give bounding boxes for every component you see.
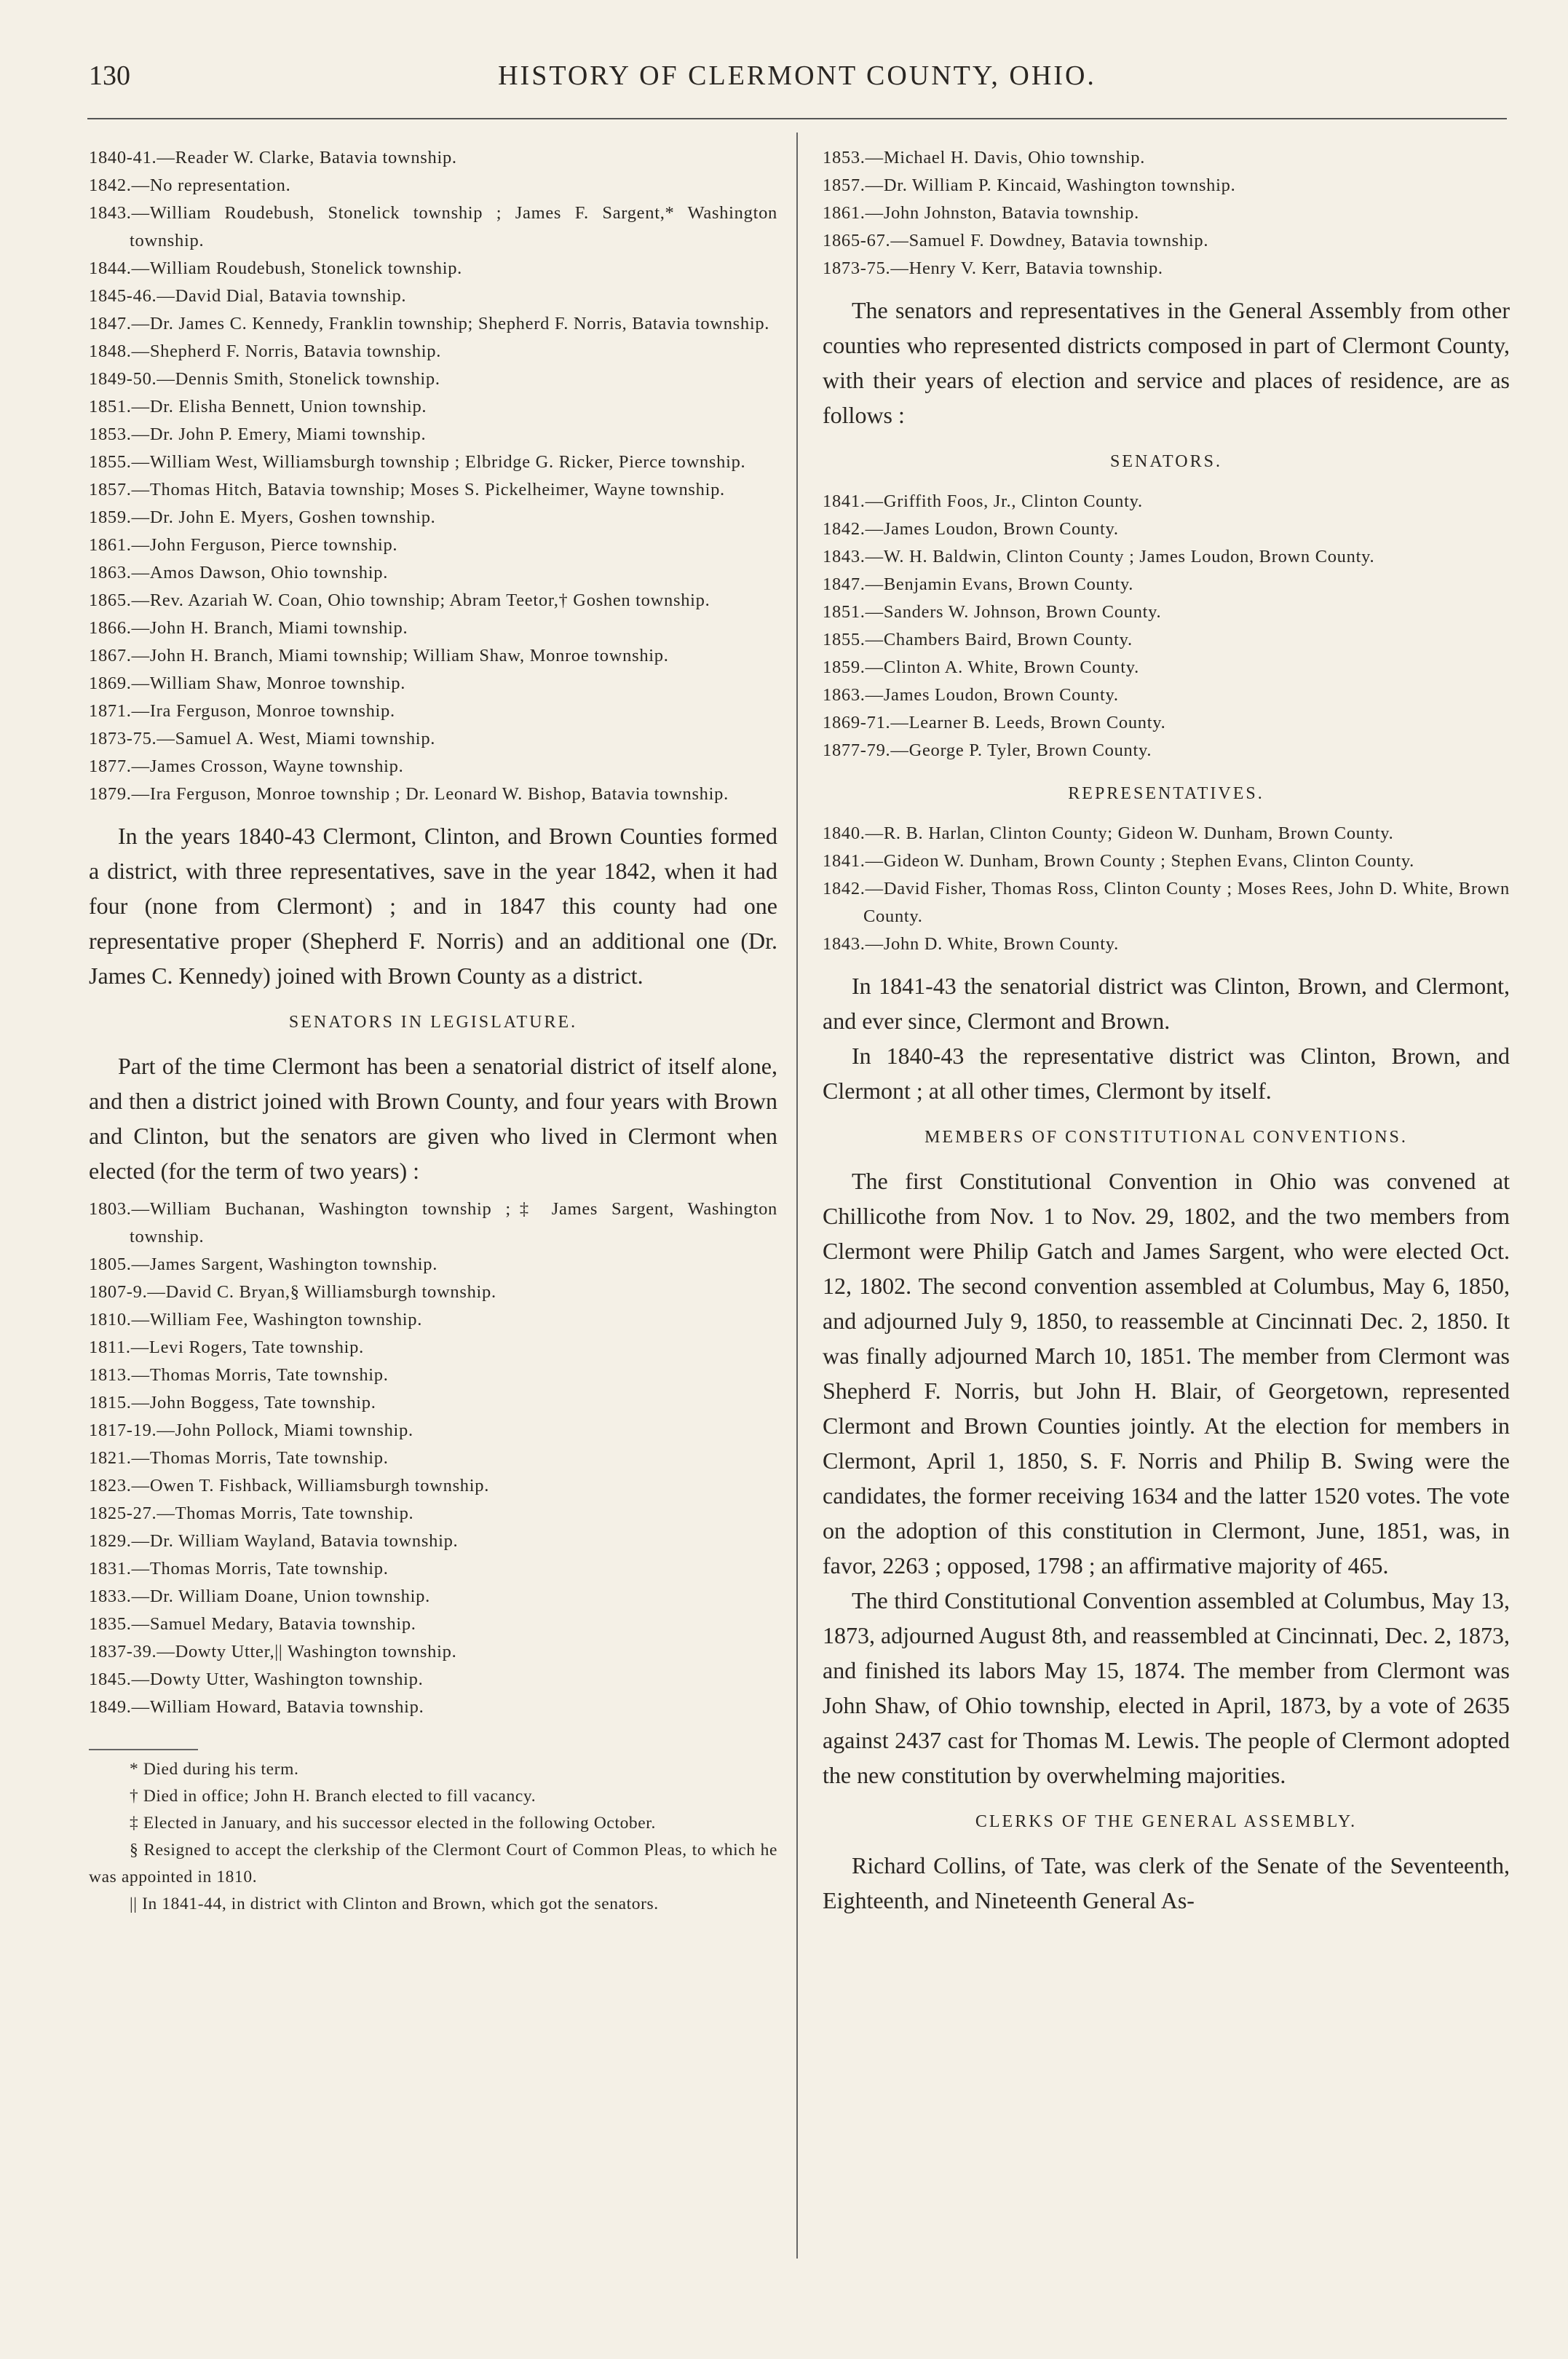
list-item: 1841.—Gideon W. Dunham, Brown County ; Stephen Evans, Clinton County. [823,851,1415,871]
list-item: 1871.—Ira Ferguson, Monroe township. [89,701,395,721]
list-item: 1851.—Dr. Elisha Bennett, Union township. [89,397,427,416]
other-county-representatives-list [823,820,1510,958]
page-header [86,60,1508,111]
page-number: 130 [89,60,130,91]
list-item: 1849.—William Howard, Batavia township. [89,1697,424,1717]
body-paragraph: In 1840-43 the representative district was Clinton, Brown, and Clermont ; at all other times, Clermont by itself. [823,1043,1510,1104]
footnote: § Resigned to accept the clerkship of the Clermont Court of Common Pleas, to which he was appointed in 1810. [89,1841,777,1886]
list-item: 1855.—Chambers Baird, Brown County. [823,630,1133,649]
list-item: 1843.—W. H. Baldwin, Clinton County ; James Loudon, Brown County. [823,547,1375,566]
list-item: 1857.—Dr. William P. Kincaid, Washington township. [823,175,1236,195]
list-item: 1847.—Dr. James C. Kennedy, Franklin township; Shepherd F. Norris, Batavia township. [89,314,770,333]
list-item: 1841.—Griffith Foos, Jr., Clinton County. [823,491,1143,511]
list-item: 1869.—William Shaw, Monroe township. [89,673,406,693]
list-item: 1853.—Dr. John P. Emery, Miami township. [89,424,427,444]
list-item: 1863.—James Loudon, Brown County. [823,685,1119,705]
header-rule [87,118,1507,119]
list-item: 1811.—Levi Rogers, Tate township. [89,1337,364,1357]
list-item: 1831.—Thomas Morris, Tate township. [89,1559,389,1578]
list-item: 1873-75.—Henry V. Kerr, Batavia township. [823,258,1163,278]
list-item: 1813.—Thomas Morris, Tate township. [89,1365,389,1385]
list-item: 1879.—Ira Ferguson, Monroe township ; Dr. Leonard W. Bishop, Batavia township. [89,784,729,804]
list-item: 1867.—John H. Branch, Miami township; William Shaw, Monroe township. [89,646,669,665]
list-item: 1865.—Rev. Azariah W. Coan, Ohio township; Abram Teetor,† Goshen township. [89,590,710,610]
list-item: 1869-71.—Learner B. Leeds, Brown County. [823,713,1166,732]
list-item: 1840-41.—Reader W. Clarke, Batavia township. [89,148,457,167]
list-item: 1877.—James Crosson, Wayne township. [89,756,404,776]
body-paragraph: The first Constitutional Convention in Ohio was convened at Chillicothe from Nov. 1 to Nov. 29, 1802, and the two members from Clermont were Philip Gatch and James Sargent, who were elected Oct. 12, 1802. The second convention assembled at Columbus, May 6, 1850, and adjourned July 9, 1850, to reassemble at Cincinnati Dec. 2, 1850. It was finally adjourned March 10, 1851. The member from Clermont was Shepherd F. Norris, but John H. Blair, of Georgetown, represented Clermont and Brown Counties jointly. At the election for members in Clermont, April 1, 1850, S. F. Norris and Philip B. Swing were the candidates, the former receiving 1634 and the latter 1520 votes. The vote on the adoption of this constitution in Clermont, June, 1851, was, in favor, 2263 ; opposed, 1798 ; an affirmative majority of 465. [823,1168,1510,1578]
body-paragraph: In 1841-43 the senatorial district was Clinton, Brown, and Clermont, and ever since, Clermont and Brown. [823,973,1510,1034]
list-item: 1859.—Dr. John E. Myers, Goshen township. [89,507,436,527]
list-item: 1845-46.—David Dial, Batavia township. [89,286,407,306]
list-item: 1825-27.—Thomas Morris, Tate township. [89,1503,414,1523]
list-item: 1851.—Sanders W. Johnson, Brown County. [823,602,1162,622]
list-item: 1844.—William Roudebush, Stonelick township. [89,258,462,278]
list-item: 1865-67.—Samuel F. Dowdney, Batavia township. [823,231,1209,250]
list-item: 1842.—David Fisher, Thomas Ross, Clinton County ; Moses Rees, John D. White, Brown County. [823,879,1510,926]
footnote: ‡ Elected in January, and his successor elected in the following October. [130,1814,656,1833]
list-item: 1847.—Benjamin Evans, Brown County. [823,574,1134,594]
list-item: 1840.—R. B. Harlan, Clinton County; Gideon W. Dunham, Brown County. [823,823,1394,843]
section-heading: CLERKS OF THE GENERAL ASSEMBLY. [975,1812,1358,1831]
footnote: || In 1841-44, in district with Clinton and Brown, which got the senators. [130,1894,659,1913]
list-item: 1857.—Thomas Hitch, Batavia township; Moses S. Pickelheimer, Wayne township. [89,480,725,499]
list-item: 1845.—Dowty Utter, Washington township. [89,1670,424,1689]
section-heading: REPRESENTATIVES. [1068,784,1264,803]
list-item: 1829.—Dr. William Wayland, Batavia township. [89,1531,459,1551]
section-heading: SENATORS. [1110,452,1222,471]
list-item: 1807-9.—David C. Bryan,§ Williamsburgh township. [89,1282,496,1302]
representatives-list-continued [823,144,1510,282]
list-item: 1855.—William West, Williamsburgh township ; Elbridge G. Ricker, Pierce township. [89,452,746,472]
list-item: 1835.—Samuel Medary, Batavia township. [89,1614,416,1634]
section-heading: MEMBERS OF CONSTITUTIONAL CONVENTIONS. [924,1128,1408,1147]
footnote: † Died in office; John H. Branch elected to fill vacancy. [130,1787,536,1806]
list-item: 1859.—Clinton A. White, Brown County. [823,657,1139,677]
other-county-senators-list [823,488,1510,764]
list-item: 1823.—Owen T. Fishback, Williamsburgh township. [89,1476,490,1495]
list-item: 1810.—William Fee, Washington township. [89,1310,423,1329]
section-heading: SENATORS IN LEGISLATURE. [288,1013,578,1032]
right-column [823,144,1510,1918]
list-item: 1821.—Thomas Morris, Tate township. [89,1448,389,1468]
list-item: 1803.—William Buchanan, Washington township ;‡ James Sargent, Washington township. [89,1199,777,1246]
list-item: 1848.—Shepherd F. Norris, Batavia township. [89,341,442,361]
list-item: 1833.—Dr. William Doane, Union township. [89,1587,430,1606]
body-paragraph: In the years 1840-43 Clermont, Clinton, and Brown Counties formed a district, with three representatives, save in the year 1842, when it had four (none from Clermont) ; and in 1847 this county had one representative proper (Shepherd F. Norris) and an additional one (Dr. James C. Kennedy) joined with Brown County as a district. [89,823,777,989]
left-column [89,144,777,1918]
list-item: 1843.—William Roudebush, Stonelick township ; James F. Sargent,* Washington township. [89,203,777,250]
body-paragraph: The third Constitutional Convention assembled at Columbus, May 13, 1873, adjourned August 8th, and reassembled at Cincinnati, Dec. 2, 1873, and finished its labors May 15, 1874. The member from Clermont was John Shaw, of Ohio township, elected in April, 1873, by a vote of 2635 against 2437 cast for Thomas M. Lewis. The people of Clermont adopted the new constitution by overwhelming majorities. [823,1587,1510,1788]
list-item: 1863.—Amos Dawson, Ohio township. [89,563,389,582]
footnote: * Died during his term. [130,1760,299,1779]
body-paragraph: Richard Collins, of Tate, was clerk of the Senate of the Seventeenth, Eighteenth, and Nineteenth General As- [823,1852,1510,1913]
column-divider [796,133,798,2259]
footnotes [89,1756,777,1918]
page-title: HISTORY OF CLERMONT COUNTY, OHIO. [498,60,1096,91]
senators-list [89,1196,777,1721]
list-item: 1843.—John D. White, Brown County. [823,934,1119,954]
list-item: 1877-79.—George P. Tyler, Brown County. [823,740,1152,760]
list-item: 1837-39.—Dowty Utter,|| Washington township. [89,1642,457,1661]
list-item: 1873-75.—Samuel A. West, Miami township. [89,729,436,748]
list-item: 1842.—James Loudon, Brown County. [823,519,1119,539]
list-item: 1842.—No representation. [89,175,291,195]
body-paragraph: The senators and representatives in the General Assembly from other counties who represented districts composed in part of Clermont County, with their years of election and service and places of residence, are as follows : [823,297,1510,428]
list-item: 1805.—James Sargent, Washington township. [89,1254,438,1274]
footnote-rule [89,1749,198,1750]
list-item: 1817-19.—John Pollock, Miami township. [89,1420,413,1440]
list-item: 1815.—John Boggess, Tate township. [89,1393,376,1412]
representatives-list [89,144,777,808]
list-item: 1849-50.—Dennis Smith, Stonelick township. [89,369,440,389]
list-item: 1853.—Michael H. Davis, Ohio township. [823,148,1146,167]
list-item: 1861.—John Ferguson, Pierce township. [89,535,398,555]
body-paragraph: Part of the time Clermont has been a senatorial district of itself alone, and then a district joined with Brown County, and four years with Brown and Clinton, but the senators are given who lived in Clermont when elected (for the term of two years) : [89,1053,777,1184]
list-item: 1861.—John Johnston, Batavia township. [823,203,1139,223]
list-item: 1866.—John H. Branch, Miami township. [89,618,408,638]
